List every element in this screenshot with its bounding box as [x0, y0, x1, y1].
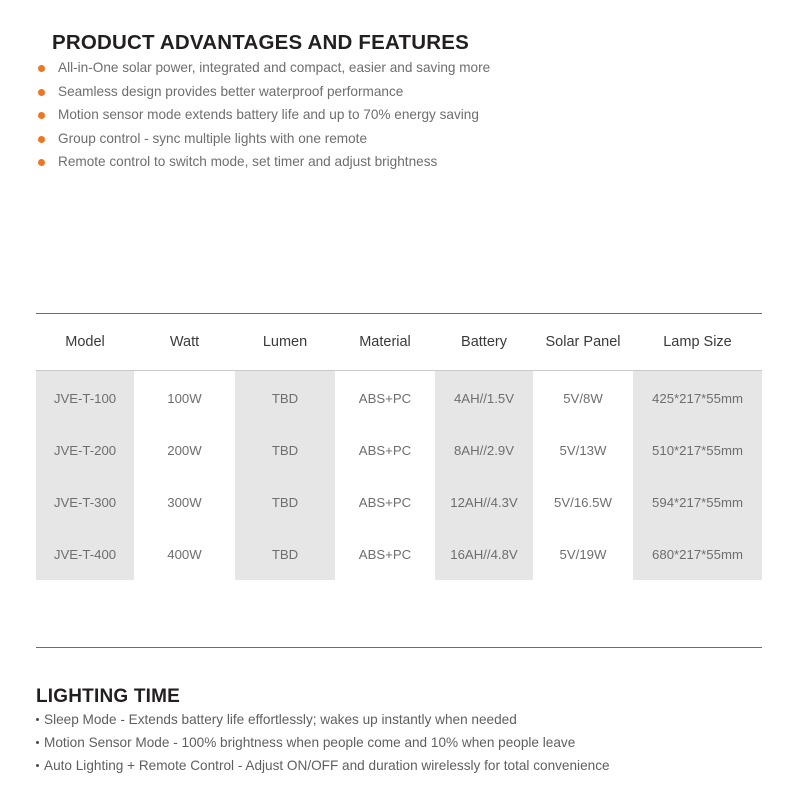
cell-lumen: TBD — [235, 476, 335, 528]
lighting-mode-text: Motion Sensor Mode - 100% brightness when people come and 10% when people leave — [44, 735, 576, 750]
cell-solar-panel: 5V/16.5W — [554, 494, 612, 510]
list-item — [36, 731, 776, 754]
feature-text: All-in-One solar power, integrated and compact, easier and saving more — [58, 60, 491, 75]
table-row — [36, 528, 762, 580]
list-item — [36, 56, 776, 80]
table-row — [36, 476, 762, 528]
cell-watt: 200W — [167, 442, 202, 458]
cell-lamp-size: 680*217*55mm — [633, 528, 762, 580]
column-header-battery: Battery — [461, 334, 507, 350]
bullet-dot-icon — [36, 741, 39, 744]
column-header-model: Model — [65, 334, 105, 350]
cell-material: ABS+PC — [358, 546, 412, 562]
column-header-solar-panel: Solar Panel — [545, 334, 621, 350]
cell-material: ABS+PC — [358, 390, 412, 406]
cell-battery: 16AH//4.8V — [435, 528, 533, 580]
table-header-row — [36, 314, 762, 370]
lighting-modes-list — [36, 708, 776, 777]
features-list — [36, 56, 776, 174]
cell-model: JVE-T-400 — [36, 528, 134, 580]
list-item — [36, 708, 776, 731]
cell-lamp-size: 425*217*55mm — [633, 370, 762, 424]
feature-text: Group control - sync multiple lights with one remote — [58, 130, 368, 146]
bullet-dot-icon — [38, 112, 45, 119]
column-header-material: Material — [359, 334, 411, 350]
cell-lamp-size: 510*217*55mm — [633, 424, 762, 476]
table-header-divider — [36, 370, 762, 371]
cell-solar-panel: 5V/8W — [563, 390, 603, 406]
column-header-lumen: Lumen — [262, 334, 308, 350]
cell-battery: 8AH//2.9V — [435, 424, 533, 476]
feature-text: Remote control to switch mode, set timer and adjust brightness — [58, 154, 438, 169]
list-item — [36, 127, 776, 151]
specification-table — [36, 314, 762, 580]
table-row — [36, 370, 762, 424]
cell-lamp-size: 594*217*55mm — [633, 476, 762, 528]
feature-text: Seamless design provides better waterproof performance — [58, 83, 404, 99]
feature-text: Motion sensor mode extends battery life and up to 70% energy saving — [58, 107, 479, 122]
column-header-lamp-size: Lamp Size — [663, 334, 732, 350]
page-title: PRODUCT ADVANTAGES AND FEATURES — [52, 30, 469, 54]
bullet-dot-icon — [38, 159, 45, 166]
cell-solar-panel: 5V/19W — [559, 546, 607, 562]
lighting-mode-text: Auto Lighting + Remote Control - Adjust ON/OFF and duration wirelessly for total convenience — [44, 758, 610, 773]
lighting-mode-text: Sleep Mode - Extends battery life effortlessly; wakes up instantly when needed — [44, 712, 517, 727]
cell-watt: 300W — [167, 494, 202, 510]
bullet-dot-icon — [36, 764, 39, 767]
bullet-dot-icon — [36, 718, 39, 721]
list-item — [36, 80, 776, 104]
cell-solar-panel: 5V/13W — [559, 442, 607, 458]
cell-model: JVE-T-100 — [36, 370, 134, 424]
cell-battery: 4AH//1.5V — [435, 370, 533, 424]
cell-material: ABS+PC — [358, 494, 412, 510]
cell-model: JVE-T-300 — [36, 476, 134, 528]
list-item — [36, 103, 776, 127]
cell-lumen: TBD — [235, 424, 335, 476]
list-item — [36, 150, 776, 174]
cell-battery: 12AH//4.3V — [435, 476, 533, 528]
column-header-watt: Watt — [169, 334, 200, 350]
table-row — [36, 424, 762, 476]
section-divider — [36, 647, 762, 648]
bullet-dot-icon — [38, 65, 45, 72]
lighting-time-title: LIGHTING TIME — [36, 685, 181, 707]
cell-lumen: TBD — [235, 370, 335, 424]
list-item — [36, 754, 776, 777]
bullet-dot-icon — [38, 136, 45, 143]
cell-model: JVE-T-200 — [36, 424, 134, 476]
cell-lumen: TBD — [235, 528, 335, 580]
cell-watt: 400W — [167, 546, 202, 562]
cell-watt: 100W — [167, 390, 202, 406]
bullet-dot-icon — [38, 89, 45, 96]
cell-material: ABS+PC — [358, 442, 412, 458]
